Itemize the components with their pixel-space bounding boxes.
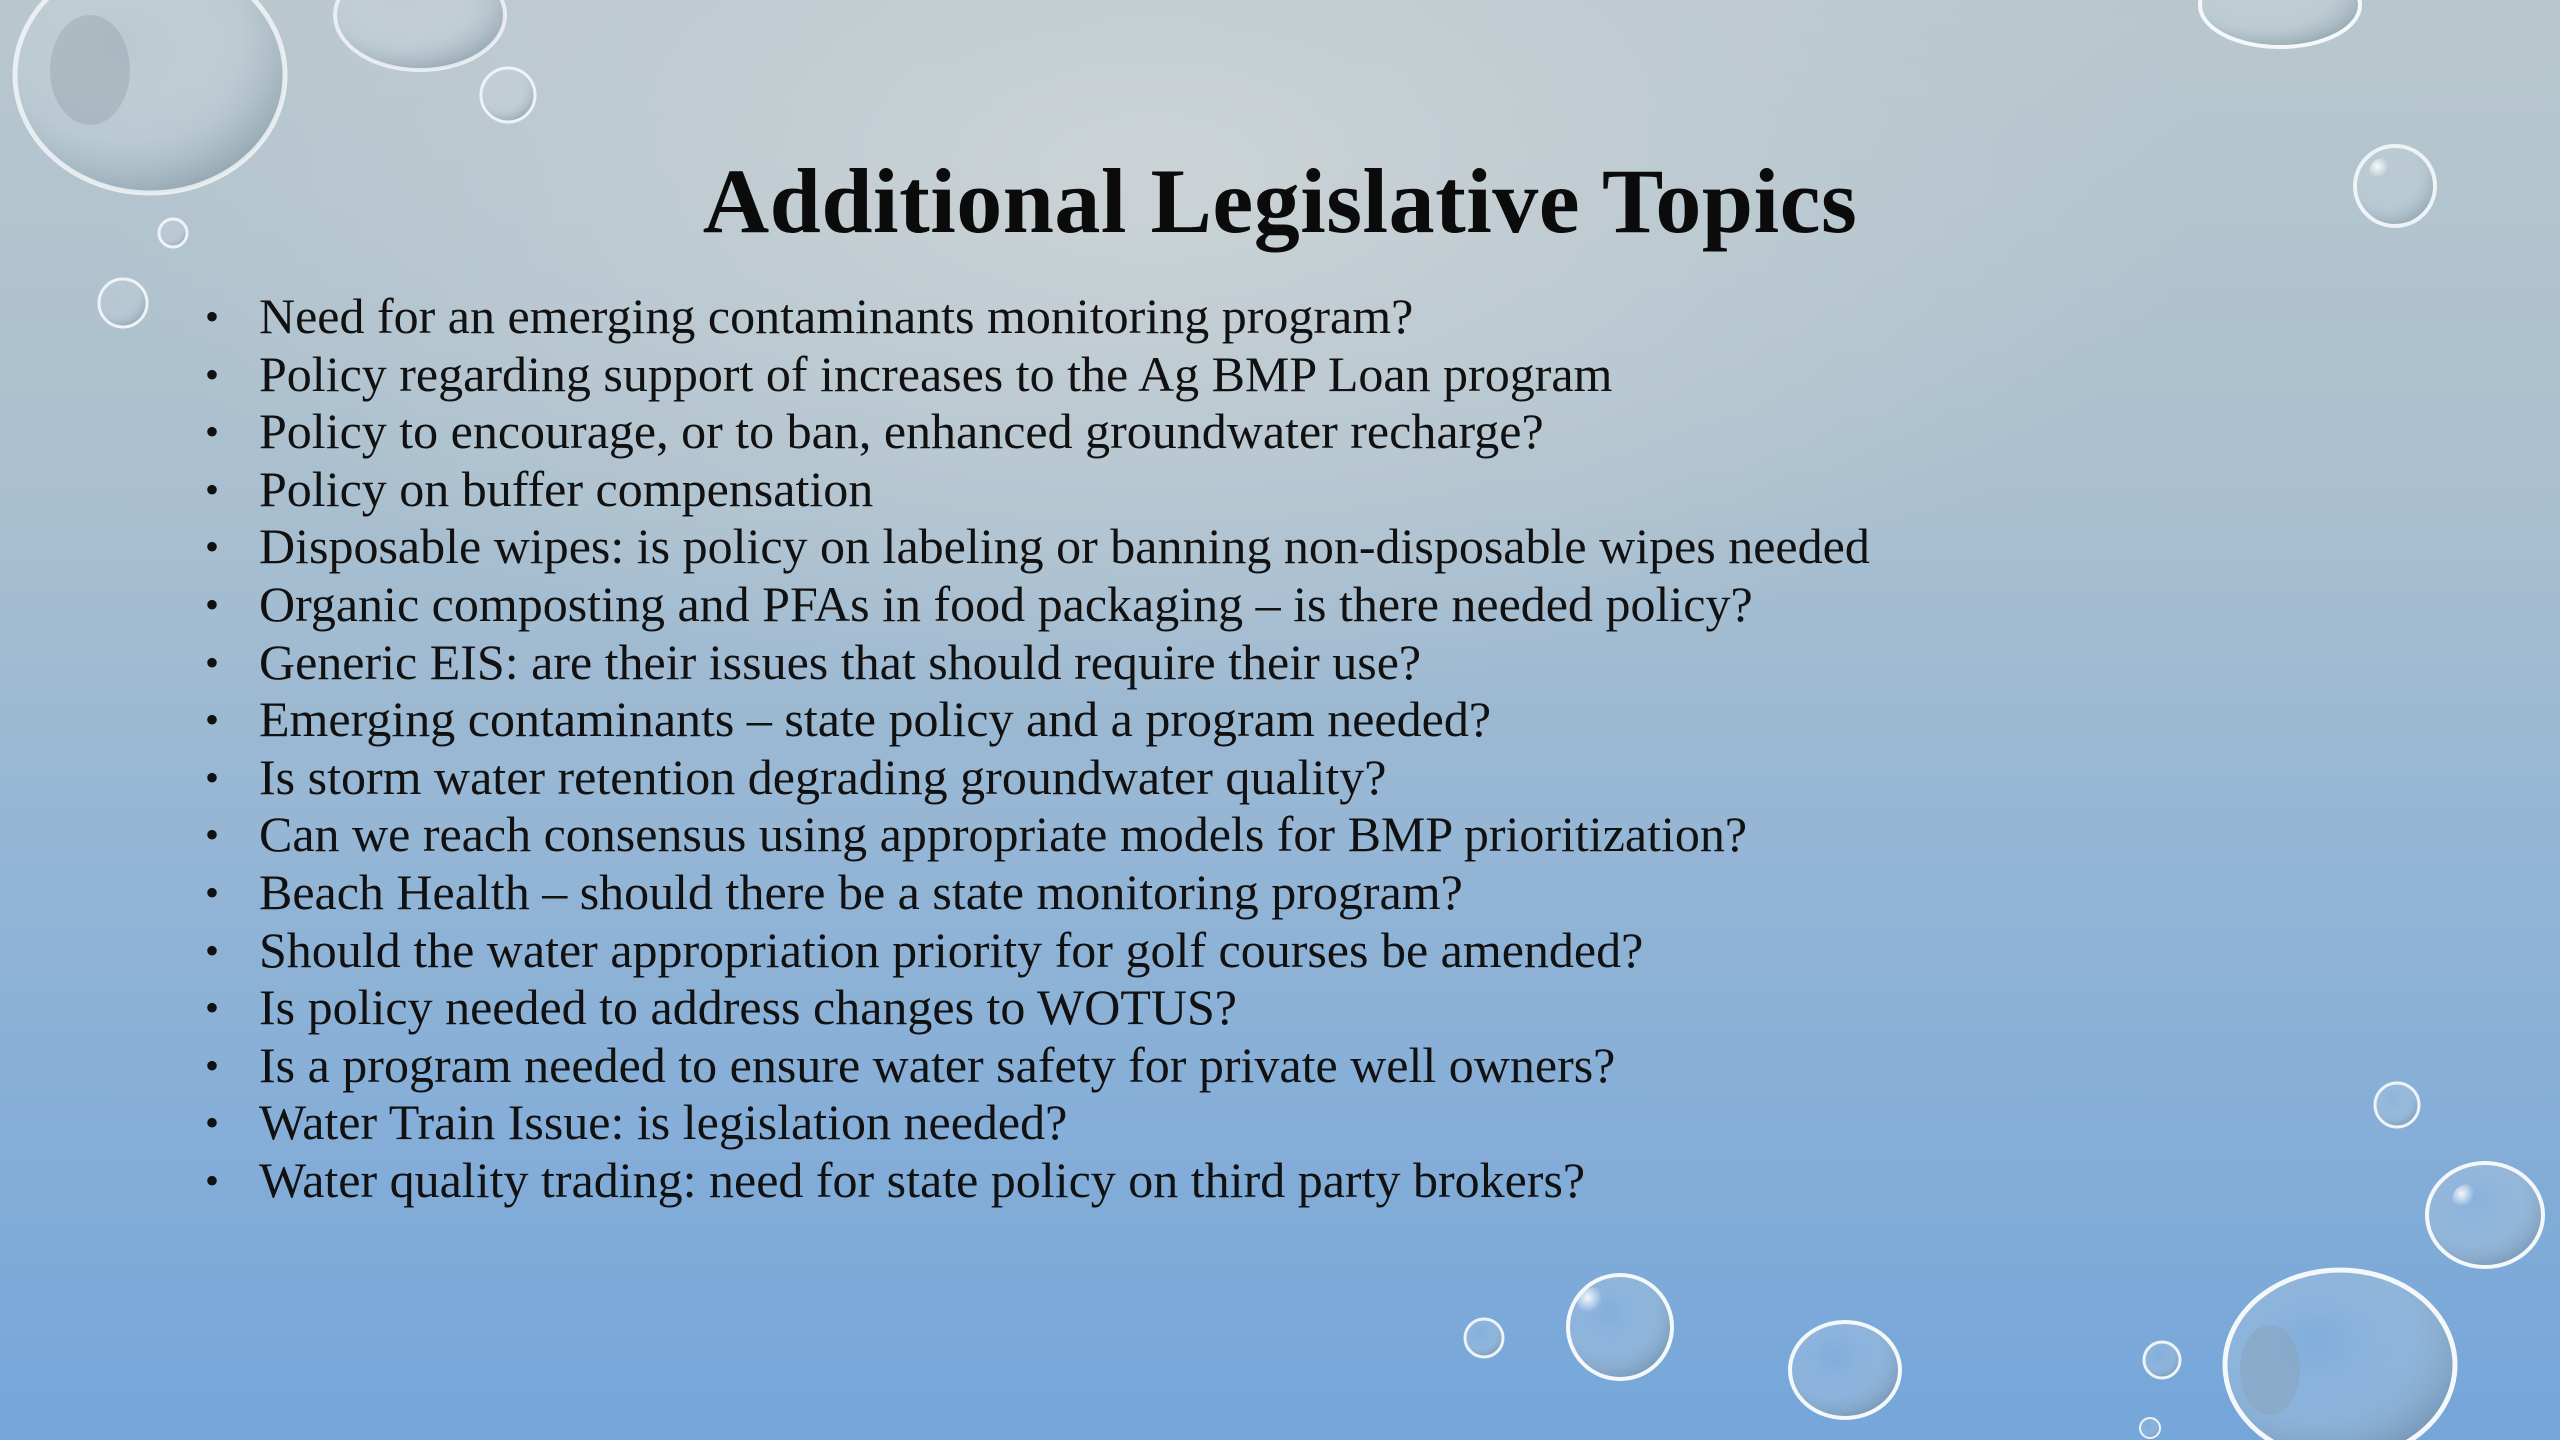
list-item-text: Generic EIS: are their issues that should require their use? [259,633,1422,690]
bullet-icon: • [205,466,220,512]
bullet-icon: • [205,812,220,858]
list-item-text: Water quality trading: need for state policy on third party brokers? [259,1151,1586,1208]
list-item-text: Disposable wipes: is policy on labeling or banning non-disposable wipes needed [259,518,1870,575]
droplet [99,279,147,327]
bullet-icon: • [205,639,220,685]
list-item-text: Organic composting and PFAs in food packaging – is there needed policy? [259,575,1753,632]
list-item [205,1152,2405,1210]
bullet-icon: • [205,1042,220,1088]
list-item [205,403,2405,461]
droplet [2225,1270,2455,1440]
list-item-text: Is storm water retention degrading groundwater quality? [259,748,1387,805]
list-item [205,288,2405,346]
list-item-text: Is a program needed to ensure water safety for private well owners? [259,1036,1616,1093]
list-item [205,922,2405,980]
droplet [1790,1322,1900,1418]
topic-list [205,288,2405,1210]
list-item [205,461,2405,519]
list-item-text: Policy regarding support of increases to the Ag BMP Loan program [259,345,1613,402]
list-item [205,1037,2405,1095]
droplet [335,0,505,70]
droplet [1568,1275,1672,1379]
list-item [205,864,2405,922]
list-item [205,1094,2405,1152]
droplet [2200,0,2360,47]
bullet-icon: • [205,294,220,339]
bullet-icon: • [205,351,220,397]
bullet-icon: • [205,1100,220,1146]
slide-title: Additional Legislative Topics [702,150,1858,252]
bullet-icon: • [205,927,220,973]
droplet [2427,1163,2543,1267]
list-item [205,749,2405,807]
bullet-icon: • [205,524,220,570]
list-item [205,806,2405,864]
list-item-text: Is policy needed to address changes to WOTUS? [259,979,1237,1036]
list-item [205,634,2405,692]
list-item [205,979,2405,1037]
list-item-text: Need for an emerging contaminants monitoring program? [259,288,1414,344]
droplet [481,68,535,122]
bullet-icon: • [205,697,220,743]
bullet-icon: • [205,985,220,1031]
droplet [2140,1418,2160,1438]
bullet-icon: • [205,409,220,455]
list-item [205,576,2405,634]
list-item [205,346,2405,404]
list-item-text: Policy to encourage, or to ban, enhanced groundwater recharge? [259,403,1544,460]
bullet-icon: • [205,754,220,800]
list-item-text: Policy on buffer compensation [259,460,874,517]
bullet-icon: • [205,581,220,627]
droplet [2144,1342,2180,1378]
list-item-text: Can we reach consensus using appropriate models for BMP prioritization? [259,806,1748,863]
droplet [1465,1319,1503,1357]
list-item-text: Beach Health – should there be a state monitoring program? [259,863,1463,920]
list-item [205,691,2405,749]
bullet-icon: • [205,869,220,915]
list-item-text: Water Train Issue: is legislation needed? [259,1094,1068,1151]
bullet-icon: • [205,1157,220,1203]
list-item-text: Should the water appropriation priority for golf courses be amended? [259,921,1644,978]
list-item-text: Emerging contaminants – state policy and a program needed? [259,691,1492,748]
list-item [205,518,2405,576]
